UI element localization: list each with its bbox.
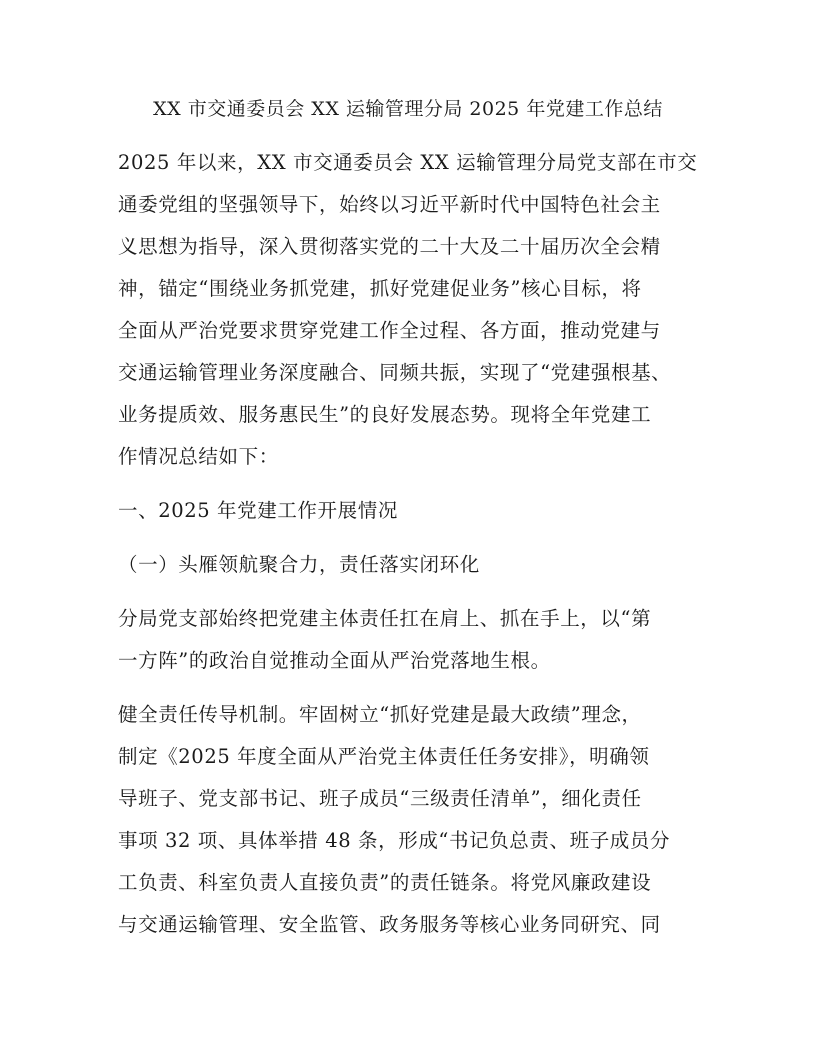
para1-line-1: 分局党支部始终把党建主体责任扛在肩上、抓在手上，以“第: [118, 607, 652, 630]
document-title: XX 市交通委员会 XX 运输管理分局 2025 年党建工作总结: [153, 98, 663, 120]
para2-line-4: 事项 32 项、具体举措 48 条，形成“书记负总责、班子成员分: [118, 829, 671, 852]
intro-line-4: 神，锚定“围绕业务抓党建，抓好党建促业务”核心目标，将: [118, 277, 642, 300]
subsection-heading: （一）头雁领航聚合力，责任落实闭环化: [118, 553, 480, 576]
intro-line-7: 业务提质效、服务惠民生”的良好发展态势。现将全年党建工: [118, 403, 652, 426]
para2-line-3: 导班子、党支部书记、班子成员“三级责任清单”，细化责任: [118, 787, 642, 810]
para1-line-2: 一方阵”的政治自觉推动全面从严治党落地生根。: [118, 649, 551, 672]
para2-line-2: 制定《2025 年度全面从严治党主体责任任务安排》，明确领: [118, 745, 650, 768]
para2-line-1: 健全责任传导机制。牢固树立“抓好党建是最大政绩”理念，: [118, 703, 642, 726]
intro-line-5: 全面从严治党要求贯穿党建工作全过程、各方面，推动党建与: [118, 319, 661, 342]
intro-line-2: 通委党组的坚强领导下，始终以习近平新时代中国特色社会主: [118, 193, 661, 216]
para2-line-6: 与交通运输管理、安全监管、政务服务等核心业务同研究、同: [118, 913, 661, 936]
section-heading: 一、2025 年党建工作开展情况: [118, 499, 398, 522]
intro-line-3: 义思想为指导，深入贯彻落实党的二十大及二十届历次全会精: [118, 235, 661, 258]
intro-line-1: 2025 年以来，XX 市交通委员会 XX 运输管理分局党支部在市交: [118, 151, 698, 174]
para2-line-5: 工负责、科室负责人直接负责”的责任链条。将党风廉政建设: [118, 871, 652, 894]
intro-line-8: 作情况总结如下：: [118, 445, 279, 468]
intro-line-6: 交通运输管理业务深度融合、同频共振，实现了“党建强根基、: [118, 361, 672, 384]
